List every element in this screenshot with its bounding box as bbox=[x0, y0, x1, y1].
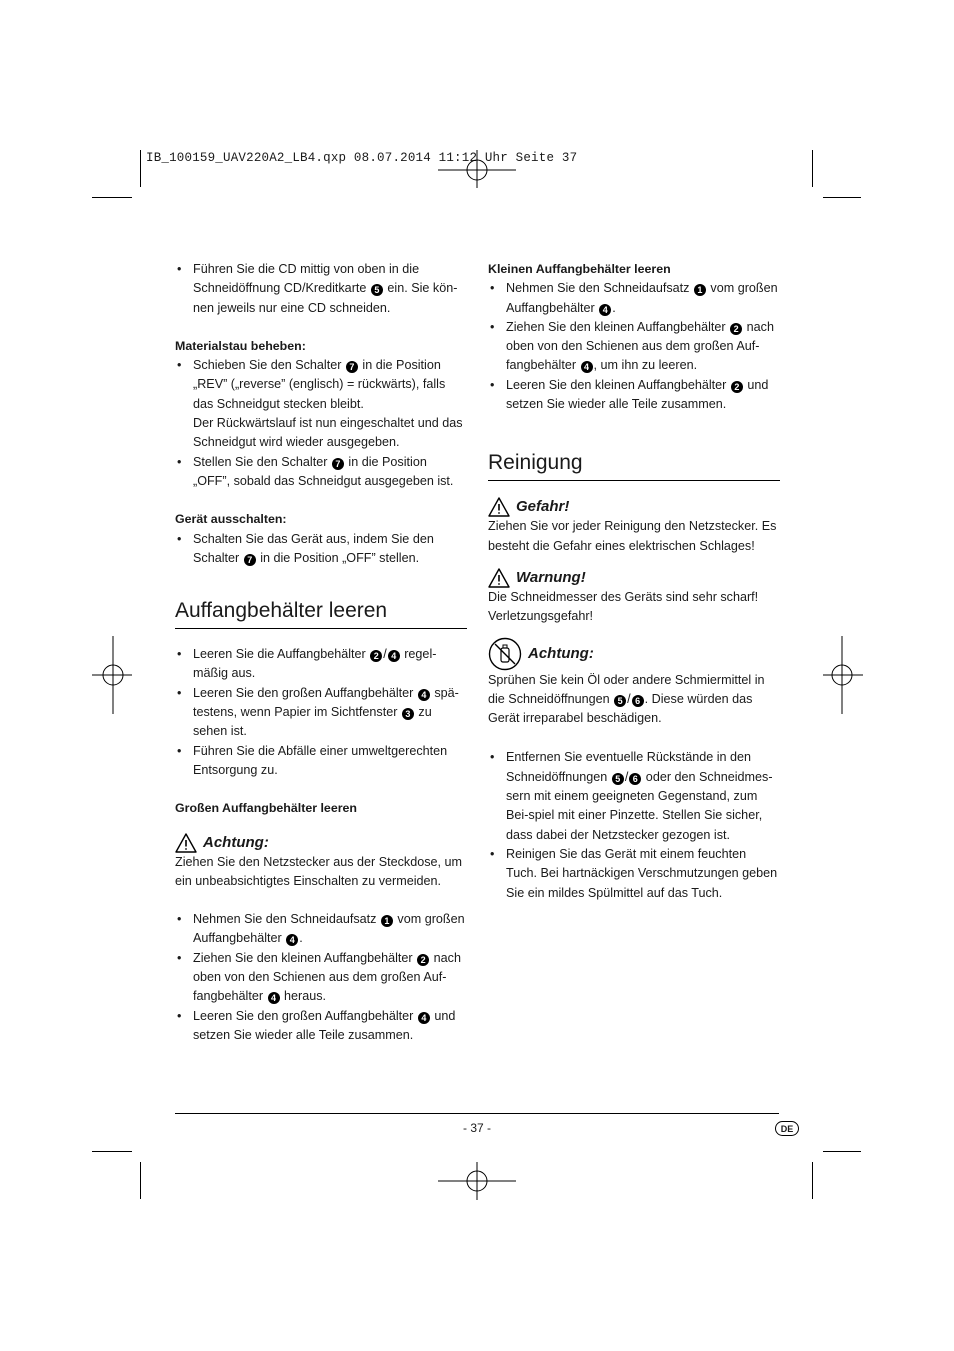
item-number-3: 3 bbox=[402, 708, 414, 720]
list-item: • Nehmen Sie den Schneidaufsatz 1 vom großen Auffangbehälter 4 . bbox=[175, 910, 467, 949]
leeren-list bbox=[175, 645, 467, 780]
caution-heading: Achtung: bbox=[175, 833, 467, 853]
right-column bbox=[488, 260, 780, 903]
warning-text: Die Schneidmesser des Geräts sind sehr scharf! Verletzungsgefahr! bbox=[488, 589, 759, 624]
item-number-4: 4 bbox=[599, 304, 611, 316]
item-number-6: 6 bbox=[632, 695, 644, 707]
subheading-materialstau: Materialstau beheben: bbox=[175, 338, 306, 353]
list-item: • Leeren Sie den großen Auffangbehälter 4 und setzen Sie wieder alle Teile zusammen. bbox=[175, 1007, 467, 1046]
caution-text: Ziehen Sie den Netzstecker aus der Steckdose, um ein unbeabsichtigtes Einschalten zu vermeiden. bbox=[175, 854, 463, 888]
list-item: • Leeren Sie den kleinen Auffangbehälter 2 und setzen Sie wieder alle Teile zusammen. bbox=[488, 376, 780, 415]
danger-text: Ziehen Sie vor jeder Reinigung den Netzstecker. Es besteht die Gefahr eines elektrischen Schlages! bbox=[488, 519, 777, 553]
item-number-2: 2 bbox=[417, 954, 429, 966]
item-number-2: 2 bbox=[370, 650, 382, 662]
warning-heading: Warnung! bbox=[488, 568, 780, 588]
warning-triangle-icon bbox=[175, 833, 197, 853]
no-spray-icon bbox=[488, 637, 522, 671]
list-item: • Führen Sie die Abfälle einer umweltgerechten Entsorgung zu. bbox=[175, 742, 467, 781]
item-number-4: 4 bbox=[286, 934, 298, 946]
list-item: • Schieben Sie den Schalter 7 in die Position „REV” („reverse” (englisch) = rückwärts), falls das Schneidgut stecken bleibt. Der Rückwärtslauf ist nun eingeschaltet und das Schneidgut wird wieder ausgegeben. bbox=[175, 356, 467, 452]
item-number-4: 4 bbox=[418, 689, 430, 701]
intro-list bbox=[175, 260, 467, 318]
subheading-kleinen: Kleinen Auffangbehälter leeren bbox=[488, 262, 671, 276]
item-number-4: 4 bbox=[581, 361, 593, 373]
danger-heading: Gefahr! bbox=[488, 497, 780, 517]
subheading-ausschalten: Gerät ausschalten: bbox=[175, 512, 287, 527]
list-item: • Führen Sie die CD mittig von oben in die Schneidöffnung CD/Kreditkarte 5 ein. Sie kön-nen jeweils nur eine CD schneiden. bbox=[175, 260, 467, 318]
warning-triangle-icon bbox=[488, 497, 510, 517]
item-number-4: 4 bbox=[268, 992, 280, 1004]
list-item: • Leeren Sie die Auffangbehälter 2 / 4 regel-mäßig aus. bbox=[175, 645, 467, 684]
item-number-5: 5 bbox=[612, 773, 624, 785]
footer-rule bbox=[175, 1113, 779, 1114]
registration-mark-bottom bbox=[438, 1162, 516, 1200]
item-number-2: 2 bbox=[731, 381, 743, 393]
list-item: • Ziehen Sie den kleinen Auffangbehälter 2 nach oben von den Schienen aus dem großen Auf-fangbehälter 4 , um ihn zu leeren. bbox=[488, 318, 780, 376]
print-file-header: IB_100159_UAV220A2_LB4.qxp 08.07.2014 11:12 Uhr Seite 37 bbox=[146, 151, 578, 165]
section-title-reinigung: Reinigung bbox=[488, 450, 780, 481]
ausschalten-list bbox=[175, 530, 467, 569]
item-number-1: 1 bbox=[694, 284, 706, 296]
page-number: - 37 - bbox=[462, 1121, 491, 1135]
caution-text: Sprühen Sie kein Öl oder andere Schmiermittel in die Schneidöffnungen 5 / 6 . Diese würden das Gerät irreparabel beschädigen. bbox=[488, 672, 765, 726]
warning-triangle-icon bbox=[488, 568, 510, 588]
list-item: • Entfernen Sie eventuelle Rückstände in den Schneidöffnungen 5 / 6 oder den Schneidmes-sern mit einem geeigneten Gegenstand, zum Bei-spiel mit einer Pinzette. Stellen Sie sicher, dass dabei der Netzstecker gezogen ist. bbox=[488, 748, 780, 844]
left-column bbox=[175, 260, 467, 1045]
kleinen-list bbox=[488, 279, 780, 414]
section-title-auffangbehaelter: Auffangbehälter leeren bbox=[175, 598, 467, 629]
item-number-5: 5 bbox=[371, 284, 383, 296]
item-number-7: 7 bbox=[244, 554, 256, 566]
registration-mark-left bbox=[92, 636, 132, 714]
item-number-7: 7 bbox=[332, 458, 344, 470]
item-number-4: 4 bbox=[418, 1012, 430, 1024]
list-item: • Ziehen Sie den kleinen Auffangbehälter 2 nach oben von den Schienen aus dem großen Auf-fangbehälter 4 heraus. bbox=[175, 949, 467, 1007]
item-number-4: 4 bbox=[388, 650, 400, 662]
item-number-7: 7 bbox=[346, 361, 358, 373]
item-number-5: 5 bbox=[614, 695, 626, 707]
reinigung-list bbox=[488, 748, 780, 902]
subheading-grossen: Großen Auffangbehälter leeren bbox=[175, 801, 357, 816]
item-number-1: 1 bbox=[381, 915, 393, 927]
item-number-2: 2 bbox=[730, 323, 742, 335]
grossen-list bbox=[175, 910, 467, 1045]
registration-mark-right bbox=[823, 636, 863, 714]
list-item: • Leeren Sie den großen Auffangbehälter 4 spä-testens, wenn Papier im Sichtfenster 3 zu sehen ist. bbox=[175, 684, 467, 742]
language-badge: DE bbox=[775, 1121, 799, 1136]
materialstau-list bbox=[175, 356, 467, 491]
list-item: • Schalten Sie das Gerät aus, indem Sie den Schalter 7 in die Position „OFF” stellen. bbox=[175, 530, 467, 569]
list-item: • Stellen Sie den Schalter 7 in die Position „OFF”, sobald das Schneidgut ausgegeben ist. bbox=[175, 453, 467, 492]
caution-heading: Achtung: bbox=[488, 637, 780, 671]
registration-mark-top bbox=[438, 150, 516, 188]
list-item: • Nehmen Sie den Schneidaufsatz 1 vom großen Auffangbehälter 4 . bbox=[488, 279, 780, 318]
item-number-6: 6 bbox=[629, 773, 641, 785]
list-item: • Reinigen Sie das Gerät mit einem feuchten Tuch. Bei hartnäckigen Verschmutzungen geben Sie ein mildes Spülmittel auf das Tuch. bbox=[488, 845, 780, 903]
